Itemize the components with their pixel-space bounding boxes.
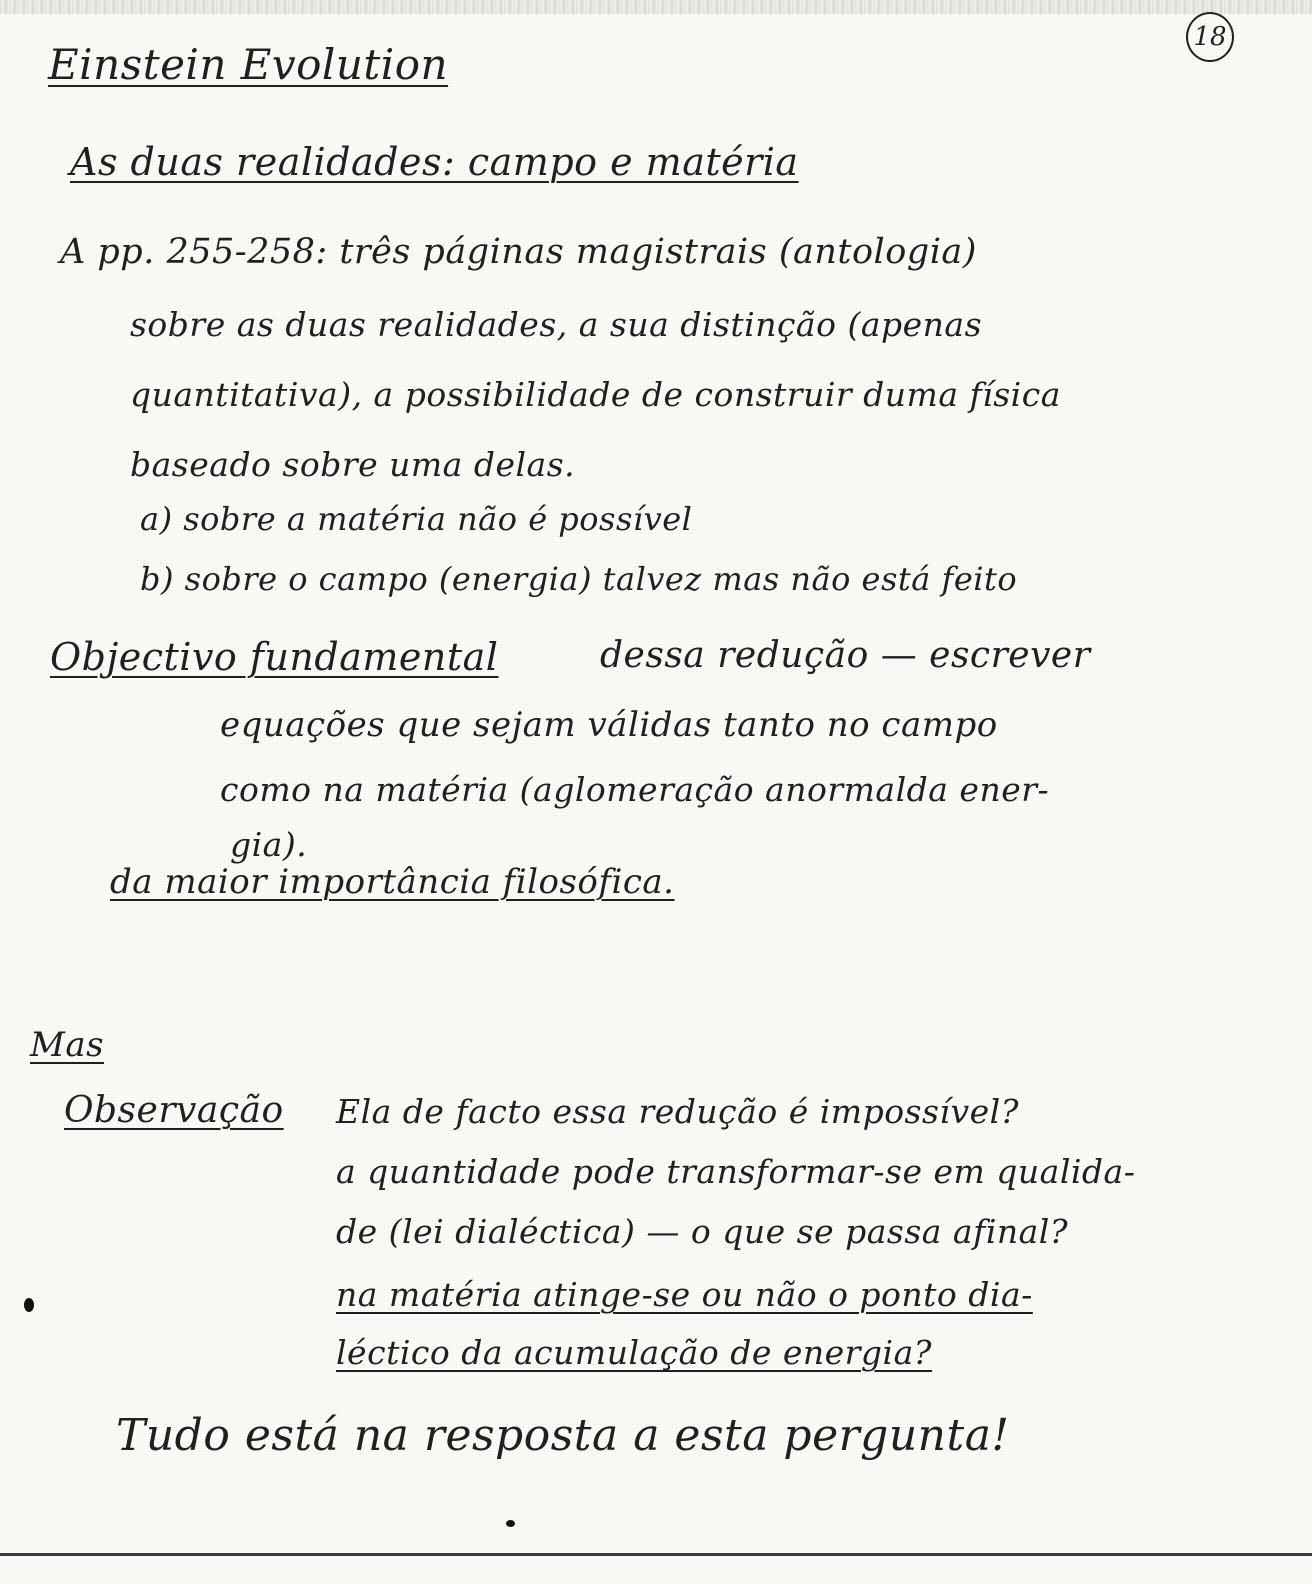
page-title: Einstein Evolution xyxy=(48,40,449,89)
objective-line-4: gia). xyxy=(230,825,308,864)
list-item-b: b) sobre o campo (energia) talvez mas não está feito xyxy=(140,560,1018,598)
page-number: 18 xyxy=(1186,12,1234,62)
paragraph-line-1: sobre as duas realidades, a sua distinção (apenas xyxy=(130,305,983,344)
scan-edge xyxy=(0,0,1312,14)
observation-label: Observação xyxy=(64,1090,284,1131)
reference-line: A pp. 255-258: três páginas magistrais (antologia) xyxy=(60,232,977,272)
observation-line-5: léctico da acumulação de energia? xyxy=(336,1333,932,1372)
list-item-a: a) sobre a matéria não é possível xyxy=(140,500,693,538)
objective-line-1: dessa redução — escrever xyxy=(600,635,1091,676)
observation-line-3: de (lei dialéctica) — o que se passa afinal? xyxy=(336,1212,1069,1251)
objective-line-3: como na matéria (aglomeração anormalda ener- xyxy=(220,770,1050,809)
section-heading: As duas realidades: campo e matéria xyxy=(70,140,799,184)
ink-dot-left xyxy=(24,1298,34,1312)
page-bottom-rule xyxy=(0,1553,1312,1556)
ink-dot-bottom xyxy=(506,1520,515,1527)
observation-line-2: a quantidade pode transformar-se em qualida- xyxy=(336,1152,1136,1191)
objective-label: Objectivo fundamental xyxy=(50,635,499,679)
mas-heading: Mas xyxy=(30,1025,105,1065)
observation-line-1: Ela de facto essa redução é impossível? xyxy=(336,1092,1019,1131)
objective-line-2: equações que sejam válidas tanto no campo xyxy=(220,705,998,745)
paragraph-line-2: quantitativa), a possibilidade de construir duma física xyxy=(130,375,1061,414)
objective-closing: da maior importância filosófica. xyxy=(110,862,675,902)
conclusion: Tudo está na resposta a esta pergunta! xyxy=(116,1410,1010,1461)
paragraph-line-3: baseado sobre uma delas. xyxy=(130,445,576,484)
observation-line-4: na matéria atinge-se ou não o ponto dia- xyxy=(336,1275,1033,1314)
